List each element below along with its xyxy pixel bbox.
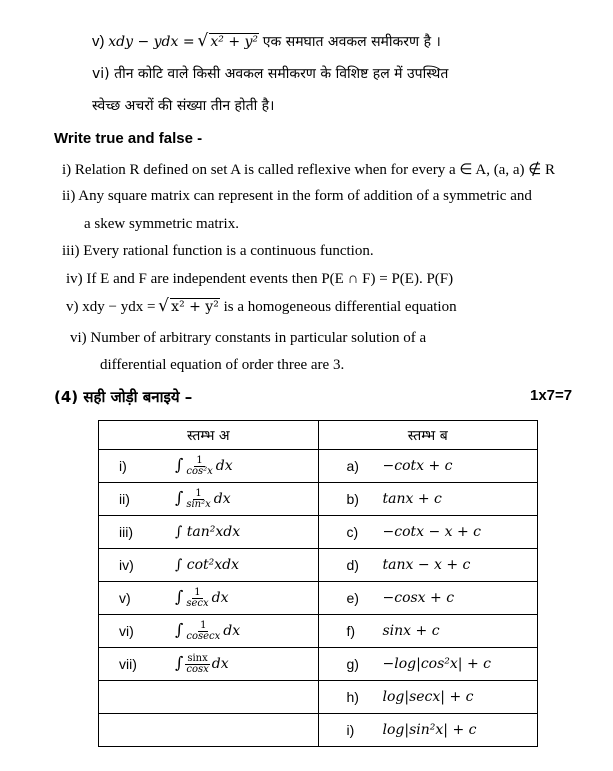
fraction-denominator: secx bbox=[186, 597, 209, 609]
integral-sign: ∫ bbox=[175, 653, 184, 673]
option-letter: c) bbox=[346, 524, 359, 540]
col-b-cell bbox=[318, 582, 538, 615]
differential: dx bbox=[215, 458, 233, 475]
differential: dx bbox=[211, 590, 229, 607]
tf-item-v-suffix: is a homogeneous differential equation bbox=[223, 299, 457, 315]
tf-item-v bbox=[66, 299, 457, 316]
tf-item-iv: iv) If E and F are independent events then P(E ∩ F) = P(E). P(F) bbox=[66, 271, 454, 287]
fraction bbox=[184, 456, 214, 477]
fraction-denominator: cos²x bbox=[186, 465, 213, 477]
option-letter: f) bbox=[346, 623, 356, 639]
col-a-cell bbox=[99, 681, 319, 714]
fraction-denominator: sin²x bbox=[186, 498, 211, 510]
table-row bbox=[99, 714, 538, 747]
answer-expression: log|secx| + c bbox=[382, 689, 474, 705]
hindi-item-v-label: v) bbox=[92, 33, 105, 50]
integral-expression bbox=[147, 620, 240, 642]
tf-item-iii: iii) Every rational function is a continuous function. bbox=[62, 243, 374, 259]
differential: dx bbox=[211, 656, 229, 673]
fraction bbox=[184, 588, 210, 609]
fraction-numerator: 1 bbox=[196, 454, 203, 466]
option-letter: e) bbox=[346, 590, 359, 606]
answer-expression: tanx − x + c bbox=[382, 557, 471, 573]
differential: dx bbox=[223, 623, 241, 640]
integral-expression: ∫ tan²xdx bbox=[175, 524, 241, 540]
option-letter: i) bbox=[346, 722, 355, 738]
answer-expression: −log|cos²x| + c bbox=[382, 656, 491, 672]
hindi-item-v-lhs: xdy − ydx = bbox=[108, 34, 195, 50]
tf-item-ii: ii) Any square matrix can represent in the form of addition of a symmetric and bbox=[62, 188, 532, 204]
integral-sign: ∫ bbox=[175, 587, 184, 607]
match-table-body bbox=[99, 450, 538, 747]
option-letter: g) bbox=[346, 656, 359, 672]
row-number: i) bbox=[119, 458, 127, 474]
option-letter: b) bbox=[346, 491, 359, 507]
fraction-numerator: 1 bbox=[200, 619, 207, 631]
hindi-item-v-sqrt bbox=[198, 34, 259, 50]
section4-marks: 1x7=7 bbox=[530, 387, 573, 404]
option-letter: d) bbox=[346, 557, 359, 573]
true-false-heading: Write true and false - bbox=[54, 130, 203, 147]
answer-expression: −cotx + c bbox=[382, 458, 453, 474]
col-b-cell bbox=[318, 549, 538, 582]
col-b-cell bbox=[318, 450, 538, 483]
col-b-cell bbox=[318, 648, 538, 681]
col-a-cell bbox=[99, 516, 319, 549]
row-number: vii) bbox=[119, 656, 137, 672]
tf-item-vi-cont: differential equation of order three are 3. bbox=[100, 357, 345, 373]
table-row bbox=[99, 450, 538, 483]
section4-heading: (4) सही जोड़ी बनाइये – bbox=[54, 388, 193, 406]
integral-expression bbox=[147, 653, 229, 675]
row-number: iv) bbox=[119, 557, 134, 573]
option-letter: h) bbox=[346, 689, 359, 705]
table-row bbox=[99, 516, 538, 549]
row-number: ii) bbox=[119, 491, 130, 507]
fraction-numerator: 1 bbox=[195, 487, 202, 499]
tf-item-v-radicand: x² + y² bbox=[171, 299, 219, 315]
col-b-cell bbox=[318, 516, 538, 549]
fraction-denominator: cosecx bbox=[186, 630, 221, 642]
integral-expression bbox=[147, 587, 229, 609]
col-a-cell bbox=[99, 648, 319, 681]
col-a-cell bbox=[99, 615, 319, 648]
answer-expression: log|sin²x| + c bbox=[382, 722, 477, 738]
table-row bbox=[99, 549, 538, 582]
row-number: iii) bbox=[119, 524, 133, 540]
fraction-denominator: cosx bbox=[186, 663, 209, 675]
tf-item-i: i) Relation R defined on set A is called reflexive when for every a ∈ A, (a, a) ∉ R bbox=[62, 162, 556, 178]
col-a-cell bbox=[99, 483, 319, 516]
col-b-cell bbox=[318, 615, 538, 648]
table-row bbox=[99, 648, 538, 681]
integral-expression: ∫ cot²xdx bbox=[175, 557, 240, 573]
answer-expression: −cosx + c bbox=[382, 590, 455, 606]
option-letter: a) bbox=[346, 458, 359, 474]
fraction bbox=[184, 621, 222, 642]
col-a-cell bbox=[99, 582, 319, 615]
col-b-cell bbox=[318, 483, 538, 516]
integral-sign: ∫ bbox=[175, 620, 184, 640]
table-row bbox=[99, 582, 538, 615]
table-row bbox=[99, 681, 538, 714]
table-row bbox=[99, 483, 538, 516]
col-a-cell bbox=[99, 714, 319, 747]
hindi-item-v-radicand: x² + y² bbox=[210, 34, 259, 50]
col-a-header: स्तम्भ अ bbox=[99, 421, 319, 450]
col-a-cell bbox=[99, 549, 319, 582]
hindi-item-vi-line1: vi) तीन कोटि वाले किसी अवकल समीकरण के विशिष्ट हल में उपस्थित bbox=[92, 66, 449, 82]
row-number: vi) bbox=[119, 623, 134, 639]
row-number: v) bbox=[119, 590, 131, 606]
integral-sign: ∫ bbox=[175, 455, 184, 475]
answer-expression: sinx + c bbox=[382, 623, 440, 639]
hindi-item-vi-line2: स्वेच्छ अचरों की संख्या तीन होती है। bbox=[92, 98, 275, 114]
fraction-numerator: 1 bbox=[194, 586, 201, 598]
col-a-cell bbox=[99, 450, 319, 483]
hindi-item-v-suffix: एक समघात अवकल समीकरण है । bbox=[262, 34, 441, 50]
integral-expression bbox=[147, 455, 233, 477]
answer-expression: tanx + c bbox=[382, 491, 442, 507]
tf-item-ii-cont: a skew symmetric matrix. bbox=[84, 216, 239, 232]
fraction-numerator: sinx bbox=[187, 652, 208, 664]
fraction bbox=[184, 654, 210, 675]
integral-expression bbox=[147, 488, 231, 510]
col-b-cell bbox=[318, 714, 538, 747]
match-table-header bbox=[99, 421, 538, 450]
col-b-header: स्तम्भ ब bbox=[318, 421, 538, 450]
match-table bbox=[98, 420, 538, 747]
tf-item-vi: vi) Number of arbitrary constants in particular solution of a bbox=[70, 330, 427, 346]
col-b-cell bbox=[318, 681, 538, 714]
table-row bbox=[99, 615, 538, 648]
hindi-item-v bbox=[92, 32, 441, 51]
fraction bbox=[184, 489, 212, 510]
answer-expression: −cotx − x + c bbox=[382, 524, 482, 540]
tf-item-v-sqrt bbox=[159, 299, 220, 315]
differential: dx bbox=[213, 491, 231, 508]
integral-sign: ∫ bbox=[175, 488, 184, 508]
tf-item-v-label: v) xdy − ydx = bbox=[66, 299, 156, 315]
